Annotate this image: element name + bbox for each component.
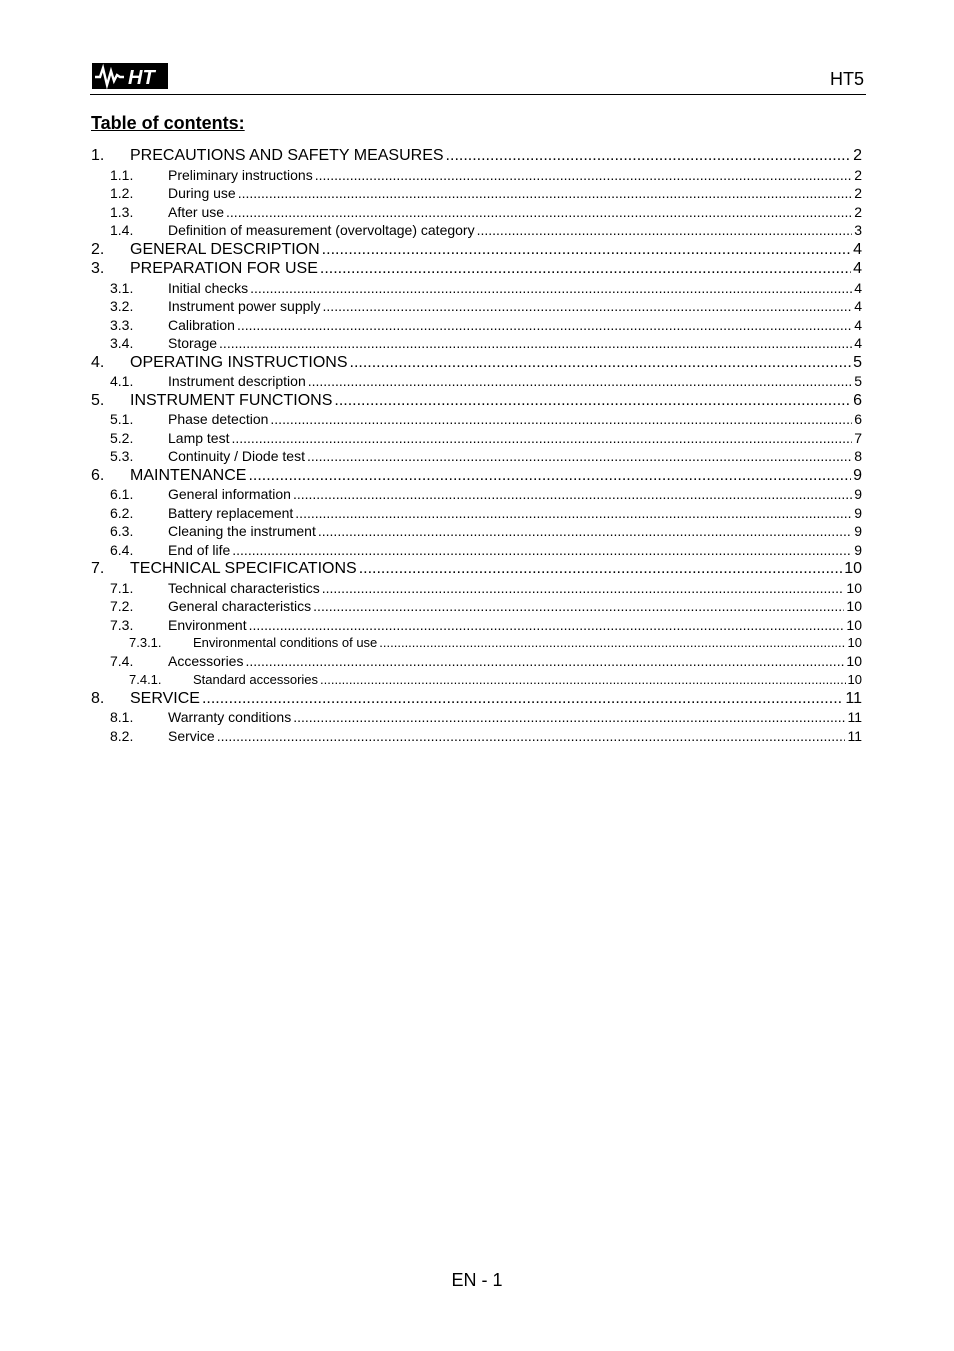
toc-dot-leader — [231, 429, 852, 448]
toc-entry-page: 4 — [854, 279, 862, 296]
toc-dot-leader — [315, 166, 852, 185]
toc-entry-page: 4 — [854, 335, 862, 351]
toc-entry-number: 7. — [91, 560, 105, 577]
toc-entry-page: 2 — [854, 185, 862, 201]
toc-entry-title: Instrument description — [168, 373, 306, 389]
page-number: EN - 1 — [451, 1270, 503, 1290]
toc-entry-title: Preliminary instructions — [168, 166, 313, 183]
toc-entry[interactable] — [91, 466, 862, 486]
toc-entry-number: 4. — [91, 353, 105, 371]
toc-entry-page: 8 — [854, 448, 862, 464]
toc-entry-title: Warranty conditions — [168, 709, 292, 726]
toc-entry[interactable] — [91, 203, 862, 222]
toc-entry-title: Storage — [168, 335, 218, 351]
toc-entry-number: 8.2. — [110, 727, 134, 744]
toc-entry-number: 3. — [91, 260, 105, 277]
toc-entry-page: 6 — [854, 411, 862, 427]
toc-entry[interactable] — [91, 504, 862, 523]
toc-entry-number: 6. — [91, 466, 105, 484]
toc-entry[interactable] — [91, 597, 862, 616]
toc-entry-page: 10 — [847, 671, 862, 687]
toc-entry-title: Accessories — [168, 653, 244, 670]
toc-entry-number: 6.2. — [110, 504, 134, 521]
toc-entry-number: 7.2. — [110, 598, 134, 614]
toc-entry-page: 4 — [853, 240, 862, 258]
toc-entry-page: 9 — [854, 486, 862, 502]
toc-dot-leader — [323, 297, 853, 316]
toc-dot-leader — [238, 184, 853, 203]
toc-entry-title: PREPARATION FOR USE — [130, 260, 318, 277]
toc-entry-page: 10 — [846, 653, 862, 670]
toc-entry-number: 3.1. — [110, 279, 134, 296]
toc-dot-leader — [295, 504, 852, 523]
toc-entry-title: Calibration — [168, 316, 235, 333]
toc-dot-leader — [320, 671, 846, 689]
toc-entry-title: TECHNICAL SPECIFICATIONS — [130, 560, 357, 577]
toc-entry-number: 6.4. — [110, 541, 134, 558]
toc-entry-title: Lamp test — [168, 429, 230, 446]
toc-entry-title: Instrument power supply — [168, 298, 321, 314]
toc-dot-leader — [313, 597, 844, 616]
toc-entry[interactable] — [91, 166, 862, 185]
toc-dot-leader — [359, 559, 843, 579]
toc-dot-leader — [248, 466, 851, 486]
toc-entry-number: 5.2. — [110, 429, 134, 446]
toc-entry-page: 2 — [854, 166, 862, 183]
toc-entry-number: 2. — [91, 240, 105, 258]
toc-entry[interactable] — [91, 279, 862, 298]
table-of-contents — [91, 146, 862, 745]
toc-dot-leader — [202, 689, 843, 709]
toc-entry[interactable] — [91, 708, 862, 727]
toc-entry-number: 5.1. — [110, 411, 134, 427]
toc-entry-number: 1.3. — [110, 203, 134, 220]
toc-entry-number: 6.3. — [110, 523, 134, 539]
toc-entry-page: 10 — [846, 579, 862, 596]
toc-entry-number: 5.3. — [110, 448, 134, 464]
toc-entry-title: After use — [168, 203, 225, 220]
toc-entry-page: 9 — [854, 504, 862, 521]
toc-dot-leader — [270, 410, 852, 429]
svg-text:HT: HT — [128, 67, 155, 89]
toc-entry[interactable] — [91, 522, 862, 541]
toc-entry-number: 3.2. — [110, 298, 134, 314]
toc-entry-number: 3.3. — [110, 316, 134, 333]
toc-entry-title: PRECAUTIONS AND SAFETY MEASURES — [130, 147, 444, 164]
toc-entry-title: MAINTENANCE — [130, 466, 247, 484]
toc-entry-title: Technical characteristics — [168, 579, 320, 596]
toc-entry-number: 7.1. — [110, 579, 134, 596]
toc-entry-title: General characteristics — [168, 598, 312, 614]
toc-dot-leader — [318, 522, 852, 541]
toc-entry[interactable] — [91, 297, 862, 316]
toc-dot-leader — [293, 708, 845, 727]
toc-entry[interactable] — [91, 447, 862, 466]
toc-dot-leader — [232, 541, 852, 560]
toc-entry-number: 1.4. — [110, 222, 134, 238]
toc-entry-number: 7.4. — [110, 653, 134, 670]
toc-dot-leader — [477, 221, 853, 240]
toc-entry[interactable] — [91, 184, 862, 203]
toc-entry-title: Service — [168, 727, 215, 744]
toc-dot-leader — [237, 316, 852, 335]
toc-dot-leader — [446, 146, 852, 166]
toc-entry-number: 4.1. — [110, 373, 134, 389]
toc-dot-leader — [245, 652, 844, 671]
toc-entry-page: 10 — [847, 635, 862, 650]
toc-entry-title: Environment — [168, 616, 247, 633]
toc-entry-page: 11 — [847, 709, 862, 726]
toc-entry-title: End of life — [168, 541, 231, 558]
toc-entry-page: 4 — [853, 260, 862, 277]
toc-dot-leader — [217, 727, 846, 746]
toc-entry-page: 4 — [854, 316, 862, 333]
toc-entry[interactable] — [91, 259, 862, 279]
toc-entry-title: Cleaning the instrument — [168, 523, 316, 539]
toc-title: Table of contents: — [91, 113, 245, 133]
toc-dot-leader — [350, 353, 852, 373]
ht-logo — [92, 63, 168, 89]
toc-entry-page: 9 — [854, 523, 862, 539]
toc-entry[interactable] — [91, 485, 862, 504]
toc-entry[interactable] — [91, 221, 862, 240]
toc-entry-number: 8. — [91, 689, 105, 707]
toc-entry[interactable] — [91, 316, 862, 335]
toc-entry-title: Environmental conditions of use — [193, 635, 378, 650]
toc-dot-leader — [308, 372, 852, 391]
toc-entry-number: 1.1. — [110, 166, 134, 183]
toc-entry[interactable] — [91, 372, 862, 391]
toc-dot-leader — [293, 485, 852, 504]
toc-entry-number: 1. — [91, 147, 105, 164]
toc-entry-page: 10 — [846, 598, 862, 614]
toc-entry-title: SERVICE — [130, 689, 200, 707]
toc-entry-page: 4 — [854, 298, 862, 314]
toc-entry-page: 5 — [854, 373, 862, 389]
toc-entry-title: During use — [168, 185, 236, 201]
toc-dot-leader — [219, 334, 852, 353]
toc-entry-title: Standard accessories — [193, 671, 319, 687]
toc-entry-page: 7 — [854, 429, 862, 446]
toc-entry-page: 2 — [854, 203, 862, 220]
toc-entry-page: 11 — [845, 689, 862, 707]
toc-entry-page: 10 — [844, 560, 862, 577]
toc-entry[interactable] — [91, 579, 862, 598]
toc-entry-title: OPERATING INSTRUCTIONS — [130, 353, 348, 371]
toc-entry-page: 9 — [854, 541, 862, 558]
toc-entry[interactable] — [91, 541, 862, 560]
toc-entry-page: 9 — [853, 466, 862, 484]
toc-entry-page: 10 — [846, 616, 862, 633]
toc-dot-leader — [322, 240, 851, 260]
toc-dot-leader — [379, 634, 845, 652]
toc-dot-leader — [307, 447, 852, 466]
toc-entry[interactable] — [91, 353, 862, 373]
toc-entry-title: General information — [168, 486, 291, 502]
toc-entry-title: Definition of measurement (overvoltage) category — [168, 222, 475, 238]
toc-entry[interactable] — [91, 146, 862, 166]
model-name: HT5 — [829, 69, 864, 89]
toc-entry[interactable] — [91, 652, 862, 671]
toc-dot-leader — [322, 579, 845, 598]
toc-entry[interactable] — [91, 429, 862, 448]
toc-entry-page: 11 — [847, 727, 862, 744]
toc-entry[interactable] — [91, 240, 862, 260]
toc-entry-number: 1.2. — [110, 185, 134, 201]
toc-entry-title: Phase detection — [168, 411, 269, 427]
toc-entry-title: GENERAL DESCRIPTION — [130, 240, 320, 258]
toc-dot-leader — [250, 279, 852, 298]
toc-entry[interactable] — [91, 391, 862, 411]
toc-entry-page: 5 — [853, 353, 862, 371]
toc-entry-number: 6.1. — [110, 486, 134, 502]
toc-entry[interactable] — [91, 616, 862, 635]
toc-entry-number: 7.3.1. — [129, 635, 162, 650]
toc-entry-title: INSTRUMENT FUNCTIONS — [130, 391, 333, 409]
toc-entry[interactable] — [91, 634, 862, 652]
toc-entry[interactable] — [91, 410, 862, 429]
toc-dot-leader — [334, 391, 851, 411]
toc-entry-number: 7.3. — [110, 616, 134, 633]
toc-entry[interactable] — [91, 334, 862, 353]
toc-entry-number: 8.1. — [110, 709, 134, 726]
toc-entry[interactable] — [91, 671, 862, 689]
toc-entry-number: 5. — [91, 391, 105, 409]
toc-entry-number: 7.4.1. — [129, 671, 162, 687]
toc-entry-page: 3 — [854, 222, 862, 238]
toc-entry-page: 2 — [853, 147, 862, 164]
toc-entry-title: Initial checks — [168, 279, 249, 296]
toc-entry[interactable] — [91, 559, 862, 579]
toc-entry-number: 3.4. — [110, 335, 134, 351]
toc-dot-leader — [249, 616, 845, 635]
toc-entry[interactable] — [91, 727, 862, 746]
toc-entry-title: Continuity / Diode test — [168, 448, 305, 464]
toc-entry-title: Battery replacement — [168, 504, 294, 521]
toc-entry[interactable] — [91, 689, 862, 709]
toc-entry-page: 6 — [853, 391, 862, 409]
toc-dot-leader — [320, 259, 851, 279]
page-header — [90, 60, 866, 95]
toc-dot-leader — [226, 203, 852, 222]
